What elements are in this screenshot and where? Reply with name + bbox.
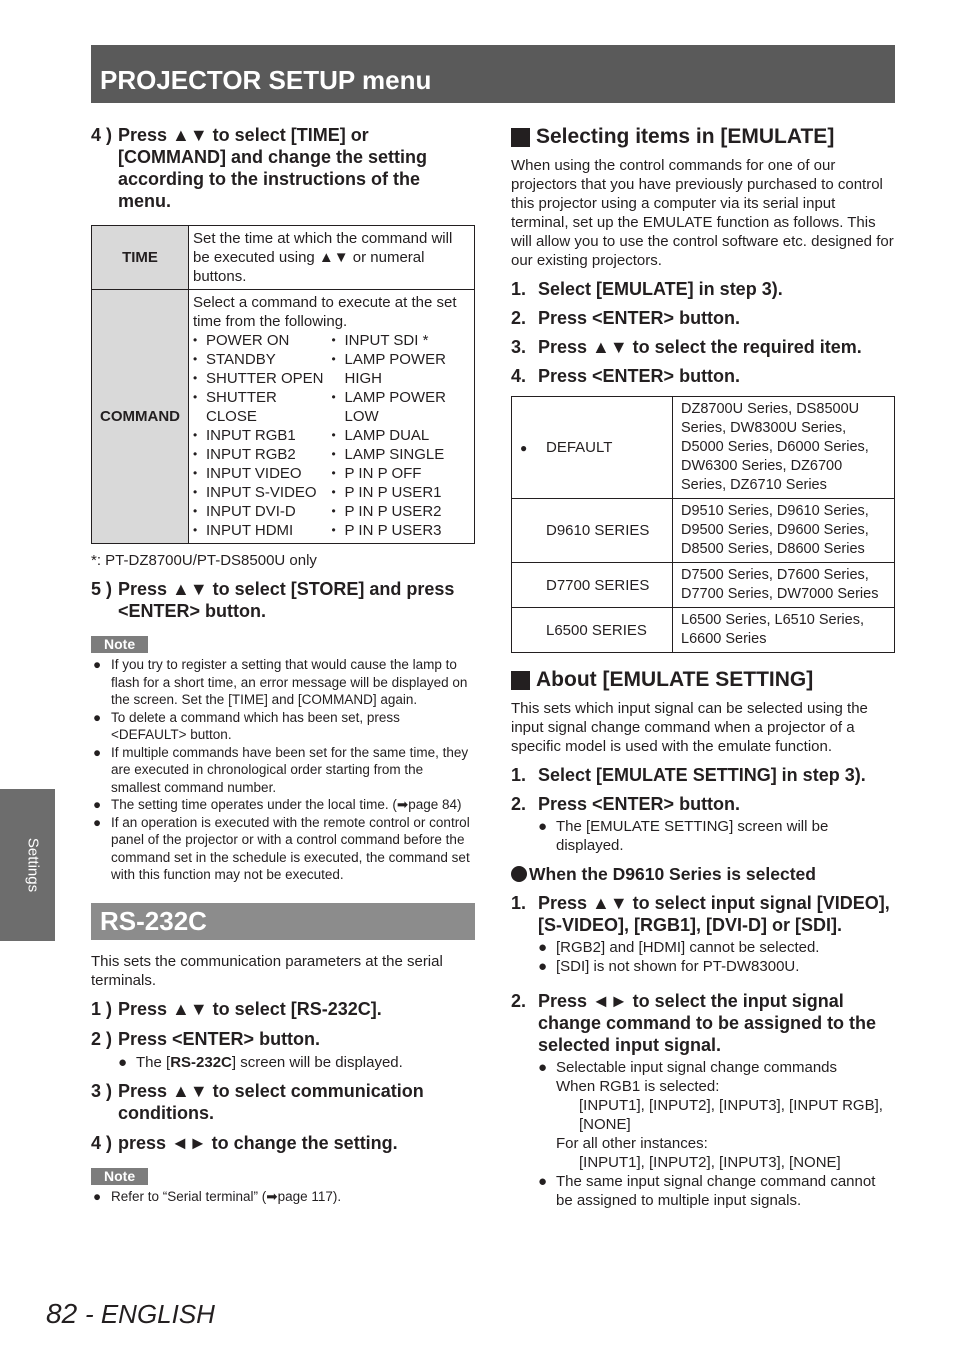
table-row bbox=[92, 290, 475, 544]
list-item: • INPUT DVI-D bbox=[193, 503, 296, 520]
list-item: • P IN P OFF bbox=[331, 465, 422, 482]
footnote: *: PT-DZ8700U/PT-DS8500U only bbox=[91, 552, 317, 569]
step-number: 4 ) bbox=[91, 125, 113, 145]
rs232c-step-3: 3 ) Press ▲▼ to select communication conditions. bbox=[91, 1080, 424, 1123]
list-item: • SHUTTER OPEN bbox=[193, 370, 324, 387]
list-item: • INPUT HDMI bbox=[193, 522, 294, 539]
note-list bbox=[91, 1188, 475, 1206]
list-item: • LAMP SINGLE bbox=[331, 446, 445, 463]
rs232c-step-4: 4 ) press ◄► to change the setting. bbox=[91, 1132, 398, 1153]
command-label: COMMAND bbox=[92, 290, 189, 544]
list-item: • LAMP POWER LOW bbox=[331, 389, 446, 425]
list-item: ● To delete a command which has been set, press <DEFAULT> button. bbox=[93, 709, 400, 742]
d9610-step-2-sub: ● Selectable input signal change commands When RGB1 is selected: [INPUT1], [INPUT2], [INPUT3], [INPUT RGB], [NONE] For all other instances: [INPUT1], [INPUT2], [INPUT3], [NONE] ● The same input signal change command cannot be assigned to multiple input signals. bbox=[538, 1059, 883, 1209]
emulate-step-1: 1. Select [EMULATE] in step 3). bbox=[511, 279, 783, 299]
emulate-setting-intro: This sets which input signal can be selected using the input signal change command when a projector of a specific model is used with the emulate function. bbox=[511, 700, 868, 755]
list-item: ● If you try to register a setting that would cause the lamp to flash for a short time, an error message will be displayed on the screen. Set the [TIME] and [COMMAND] again. bbox=[93, 657, 468, 707]
list-item: • INPUT RGB1 bbox=[193, 427, 296, 444]
list-item: • SHUTTER CLOSE bbox=[193, 389, 277, 425]
emulate-step-4: 4. Press <ENTER> button. bbox=[511, 366, 741, 386]
list-item: ● If multiple commands have been set for the same time, they are executed in chronological order starting from the smallest command number. bbox=[93, 744, 469, 795]
emulate-step-2: 2. Press <ENTER> button. bbox=[511, 308, 741, 328]
left-column bbox=[91, 124, 475, 1205]
emulate-setting-heading: About [EMULATE SETTING] bbox=[511, 667, 895, 693]
table-row bbox=[92, 226, 475, 290]
emulate-step-3: 3. Press ▲▼ to select the required item. bbox=[511, 337, 862, 357]
note-badge: Note bbox=[91, 1168, 148, 1185]
d9610-step-1-sub: ● [RGB2] and [HDMI] cannot be selected. ● [SDI] is not shown for PT-DW8300U. bbox=[538, 939, 820, 975]
command-list-1 bbox=[193, 331, 332, 540]
emulate-setting-step-2-sub: ● The [EMULATE SETTING] screen will be displayed. bbox=[538, 818, 829, 854]
step-number: 5 ) bbox=[91, 579, 113, 599]
emulate-heading: Selecting items in [EMULATE] bbox=[511, 124, 895, 150]
list-item: • INPUT SDI * bbox=[331, 332, 429, 349]
command-table bbox=[91, 225, 475, 544]
list-item: • P IN P USER2 bbox=[331, 503, 442, 520]
command-cell bbox=[189, 290, 475, 544]
list-item: • POWER ON bbox=[193, 332, 290, 349]
step-4 bbox=[91, 124, 475, 212]
square-bullet-icon bbox=[511, 128, 530, 147]
rs232c-step-2-sub: ● The [RS-232C] screen will be displayed. bbox=[118, 1053, 403, 1071]
table-row: ● DEFAULT DZ8700U Series, DS8500U Series, DW8300U Series, D5000 Series, D6000 Series, DW6300 Series, DZ6700 Series, DZ6710 Series bbox=[512, 397, 895, 499]
list-item: • INPUT RGB2 bbox=[193, 446, 296, 463]
rs232c-section-title: RS-232C bbox=[91, 903, 475, 940]
step-5 bbox=[91, 578, 475, 622]
emulate-setting-step-2: 2. Press <ENTER> button. bbox=[511, 794, 741, 814]
right-column bbox=[511, 124, 895, 1218]
command-intro: Select a command to execute at the set time from the following. bbox=[193, 294, 457, 330]
time-description: Set the time at which the command will be executed using ▲▼ or numeral buttons. bbox=[189, 226, 475, 290]
table-row: L6500 SERIES L6500 Series, L6510 Series, L6600 Series bbox=[512, 608, 895, 653]
rs232c-step-2: 2 ) Press <ENTER> button. bbox=[91, 1028, 321, 1049]
page-title: PROJECTOR SETUP menu bbox=[100, 65, 432, 95]
list-item: ● If an operation is executed with the remote control or control panel of the projector or with a control command before the command set in the schedule is executed, the command set with this function may not be executed. bbox=[93, 814, 470, 882]
emulate-setting-step-1: 1. Select [EMULATE SETTING] in step 3). bbox=[511, 765, 866, 785]
note-list bbox=[91, 656, 475, 884]
page-number: 82 - ENGLISH bbox=[46, 1298, 215, 1329]
command-list-2 bbox=[332, 331, 471, 540]
rs232c-step-1: 1 ) Press ▲▼ to select [RS-232C]. bbox=[91, 998, 382, 1019]
side-tab-label: Settings bbox=[24, 837, 42, 893]
list-item: • P IN P USER3 bbox=[331, 522, 442, 539]
d9610-step-1: 1. Press ▲▼ to select input signal [VIDEO], [S-VIDEO], [RGB1], [DVI-D] or [SDI]. bbox=[511, 893, 890, 935]
d9610-heading: When the D9610 Series is selected bbox=[511, 863, 895, 885]
list-item: ● The setting time operates under the local time. (➡page 84) bbox=[93, 797, 462, 812]
list-item: • INPUT VIDEO bbox=[193, 465, 302, 482]
list-item: • P IN P USER1 bbox=[331, 484, 442, 501]
step-text: Press ▲▼ to select [TIME] or [COMMAND] and change the setting according to the instructions of the menu. bbox=[118, 125, 427, 211]
list-item: • LAMP POWER HIGH bbox=[331, 351, 446, 387]
list-item: ● Refer to “Serial terminal” (➡page 117). bbox=[93, 1188, 342, 1204]
table-row: D7700 SERIES D7500 Series, D7600 Series, D7700 Series, DW7000 Series bbox=[512, 563, 895, 608]
list-item: • STANDBY bbox=[193, 351, 276, 368]
rs232c-intro: This sets the communication parameters at the serial terminals. bbox=[91, 952, 443, 989]
square-bullet-icon bbox=[511, 671, 530, 690]
emulate-table bbox=[511, 396, 895, 653]
time-label: TIME bbox=[92, 226, 189, 290]
emulate-intro: When using the control commands for one of our projectors that you have previously purchased to control this projector using a computer via its serial input terminal, set up the EMULATE function as follows. This will allow you to use the control software etc. designed for our existing projectors. bbox=[511, 157, 894, 269]
d9610-step-2: 2. Press ◄► to select the input signal change command to be assigned to the selected input signal. bbox=[511, 991, 877, 1055]
table-row: D9610 SERIES D9510 Series, D9610 Series, D9500 Series, D9600 Series, D8500 Series, D8600 Series bbox=[512, 499, 895, 563]
list-item: • INPUT S-VIDEO bbox=[193, 484, 317, 501]
note-badge: Note bbox=[91, 636, 148, 653]
step-text: Press ▲▼ to select [STORE] and press <ENTER> button. bbox=[118, 579, 455, 621]
list-item: • LAMP DUAL bbox=[331, 427, 430, 444]
circle-bullet-icon bbox=[511, 866, 527, 882]
